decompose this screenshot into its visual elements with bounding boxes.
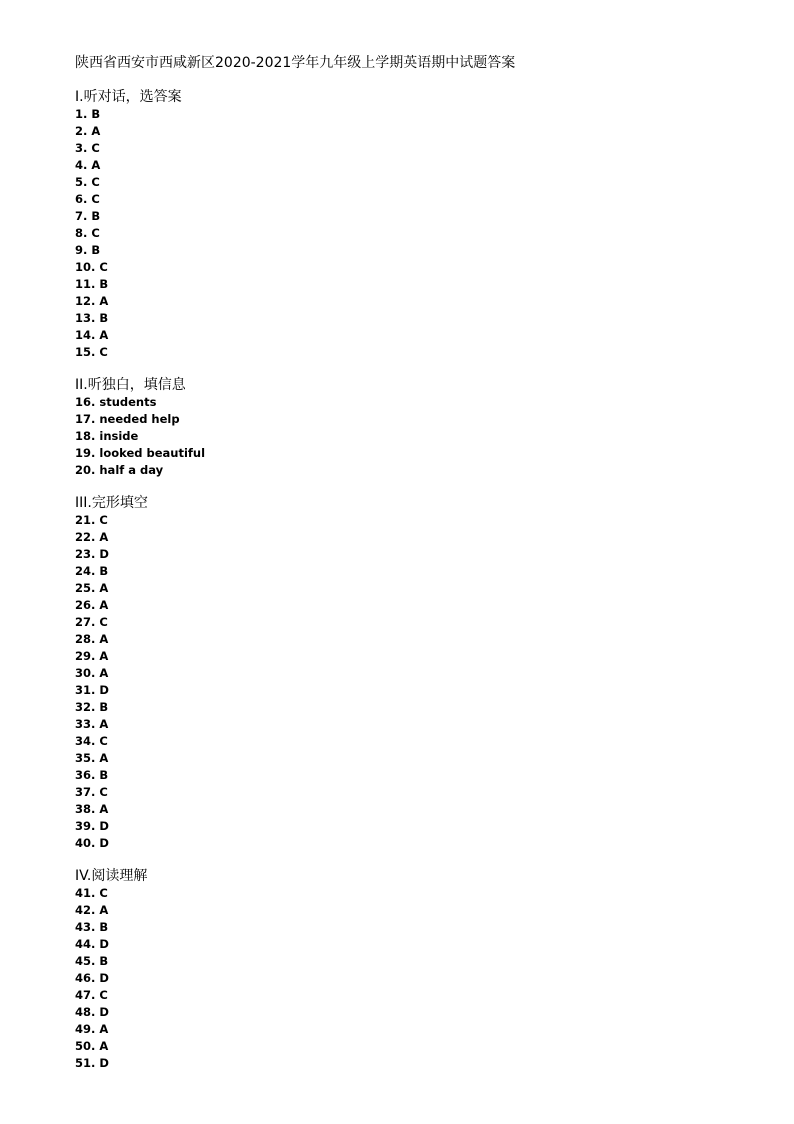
answer-item [75, 563, 755, 580]
answer-number: 46. [75, 971, 96, 985]
answer-number: 23. [75, 547, 96, 561]
section-heading: III.完形填空 [75, 495, 148, 511]
answer-number: 28. [75, 632, 96, 646]
answer-value: B [99, 277, 109, 291]
answer-value: A [91, 124, 101, 138]
answer-value: inside [99, 429, 139, 443]
answer-value: A [99, 598, 109, 612]
answer-value: A [99, 649, 109, 663]
answer-value: A [99, 581, 109, 595]
answer-number: 22. [75, 530, 96, 544]
answer-value: C [91, 226, 100, 240]
answer-item [75, 767, 755, 784]
answer-value: A [99, 751, 109, 765]
answer-item [75, 106, 755, 123]
answer-item [75, 445, 755, 462]
answer-number: 34. [75, 734, 96, 748]
answer-item [75, 953, 755, 970]
answer-item [75, 597, 755, 614]
answer-item [75, 529, 755, 546]
answer-value: C [99, 785, 108, 799]
answer-number: 42. [75, 903, 96, 917]
answer-number: 15. [75, 345, 96, 359]
answer-number: 4. [75, 158, 88, 172]
answer-item [75, 123, 755, 140]
answer-section [75, 494, 755, 852]
answer-number: 29. [75, 649, 96, 663]
answer-number: 44. [75, 937, 96, 951]
answer-number: 2. [75, 124, 88, 138]
section-heading: I.听对话，选答案 [75, 89, 182, 105]
answer-value: D [99, 971, 109, 985]
answer-section [75, 376, 755, 479]
answer-value: C [99, 345, 108, 359]
document-title: 陕西省西安市西咸新区2020-2021学年九年级上学期英语期中试题答案 [75, 55, 516, 71]
answer-value: A [99, 530, 109, 544]
answer-item [75, 1004, 755, 1021]
answer-number: 41. [75, 886, 96, 900]
answer-value: D [99, 836, 109, 850]
answer-item [75, 580, 755, 597]
answer-number: 37. [75, 785, 96, 799]
answer-number: 3. [75, 141, 88, 155]
answer-value: A [99, 328, 109, 342]
answer-value: needed help [99, 412, 180, 426]
answer-item [75, 344, 755, 361]
answer-item [75, 462, 755, 479]
answer-number: 48. [75, 1005, 96, 1019]
answer-number: 45. [75, 954, 96, 968]
answer-item [75, 428, 755, 445]
answer-value: D [99, 1005, 109, 1019]
answer-number: 31. [75, 683, 96, 697]
answer-value: B [99, 700, 109, 714]
answer-value: B [99, 564, 109, 578]
answer-item [75, 614, 755, 631]
answer-value: A [91, 158, 101, 172]
answer-item [75, 682, 755, 699]
answer-number: 18. [75, 429, 96, 443]
answer-number: 51. [75, 1056, 96, 1070]
answer-item [75, 919, 755, 936]
answer-value: D [99, 547, 109, 561]
answer-item [75, 733, 755, 750]
answer-number: 24. [75, 564, 96, 578]
answer-value: C [99, 734, 108, 748]
answer-value: D [99, 683, 109, 697]
answer-sections [75, 88, 755, 1072]
answer-item [75, 750, 755, 767]
answer-item [75, 140, 755, 157]
answer-value: D [99, 819, 109, 833]
answer-number: 35. [75, 751, 96, 765]
answer-value: B [91, 243, 101, 257]
answer-item [75, 310, 755, 327]
answer-item [75, 191, 755, 208]
answer-item [75, 394, 755, 411]
answer-number: 47. [75, 988, 96, 1002]
answer-value: C [91, 141, 100, 155]
answer-value: C [91, 192, 100, 206]
answer-item [75, 1021, 755, 1038]
document-page [75, 54, 755, 1087]
answer-value: D [99, 1056, 109, 1070]
answer-number: 8. [75, 226, 88, 240]
answer-value: C [99, 886, 108, 900]
answer-number: 43. [75, 920, 96, 934]
section-heading: II.听独白，填信息 [75, 377, 186, 393]
answer-item [75, 987, 755, 1004]
answer-item [75, 784, 755, 801]
answer-number: 17. [75, 412, 96, 426]
answer-number: 39. [75, 819, 96, 833]
answer-item [75, 411, 755, 428]
answer-item [75, 546, 755, 563]
answer-number: 20. [75, 463, 96, 477]
answer-value: C [99, 513, 108, 527]
answer-section [75, 867, 755, 1072]
answer-value: A [99, 802, 109, 816]
answer-value: A [99, 294, 109, 308]
answer-number: 30. [75, 666, 96, 680]
answer-value: C [91, 175, 100, 189]
answer-value: looked beautiful [99, 446, 206, 460]
answer-value: D [99, 937, 109, 951]
answer-number: 11. [75, 277, 96, 291]
answer-item [75, 259, 755, 276]
answer-number: 49. [75, 1022, 96, 1036]
answer-number: 1. [75, 107, 88, 121]
answer-item [75, 208, 755, 225]
answer-number: 36. [75, 768, 96, 782]
answer-item [75, 1038, 755, 1055]
answer-item [75, 902, 755, 919]
answer-value: A [99, 903, 109, 917]
answer-number: 7. [75, 209, 88, 223]
answer-value: B [91, 107, 101, 121]
answer-item [75, 936, 755, 953]
answer-value: A [99, 632, 109, 646]
answer-item [75, 885, 755, 902]
answer-number: 33. [75, 717, 96, 731]
answer-value: B [99, 311, 109, 325]
answer-number: 19. [75, 446, 96, 460]
answer-value: C [99, 615, 108, 629]
answer-number: 50. [75, 1039, 96, 1053]
answer-item [75, 970, 755, 987]
answer-item [75, 631, 755, 648]
answer-number: 40. [75, 836, 96, 850]
answer-item [75, 1055, 755, 1072]
answer-number: 21. [75, 513, 96, 527]
answer-item [75, 293, 755, 310]
answer-value: C [99, 260, 108, 274]
answer-item [75, 801, 755, 818]
answer-value: B [91, 209, 101, 223]
answer-item [75, 835, 755, 852]
answer-value: C [99, 988, 108, 1002]
answer-item [75, 157, 755, 174]
answer-item [75, 276, 755, 293]
answer-number: 27. [75, 615, 96, 629]
answer-number: 9. [75, 243, 88, 257]
answer-item [75, 512, 755, 529]
answer-number: 13. [75, 311, 96, 325]
answer-number: 5. [75, 175, 88, 189]
answer-value: half a day [99, 463, 164, 477]
answer-item [75, 818, 755, 835]
answer-item [75, 327, 755, 344]
answer-number: 25. [75, 581, 96, 595]
answer-number: 26. [75, 598, 96, 612]
answer-item [75, 716, 755, 733]
answer-number: 16. [75, 395, 96, 409]
answer-section [75, 88, 755, 361]
answer-item [75, 699, 755, 716]
answer-value: A [99, 717, 109, 731]
answer-item [75, 665, 755, 682]
answer-value: students [99, 395, 157, 409]
answer-value: B [99, 920, 109, 934]
answer-number: 12. [75, 294, 96, 308]
answer-item [75, 242, 755, 259]
answer-number: 14. [75, 328, 96, 342]
answer-number: 6. [75, 192, 88, 206]
answer-value: A [99, 666, 109, 680]
answer-number: 38. [75, 802, 96, 816]
answer-value: A [99, 1039, 109, 1053]
answer-value: B [99, 954, 109, 968]
answer-item [75, 225, 755, 242]
section-heading: IV.阅读理解 [75, 868, 148, 884]
answer-value: B [99, 768, 109, 782]
answer-value: A [99, 1022, 109, 1036]
answer-number: 10. [75, 260, 96, 274]
answer-item [75, 174, 755, 191]
answer-item [75, 648, 755, 665]
answer-number: 32. [75, 700, 96, 714]
